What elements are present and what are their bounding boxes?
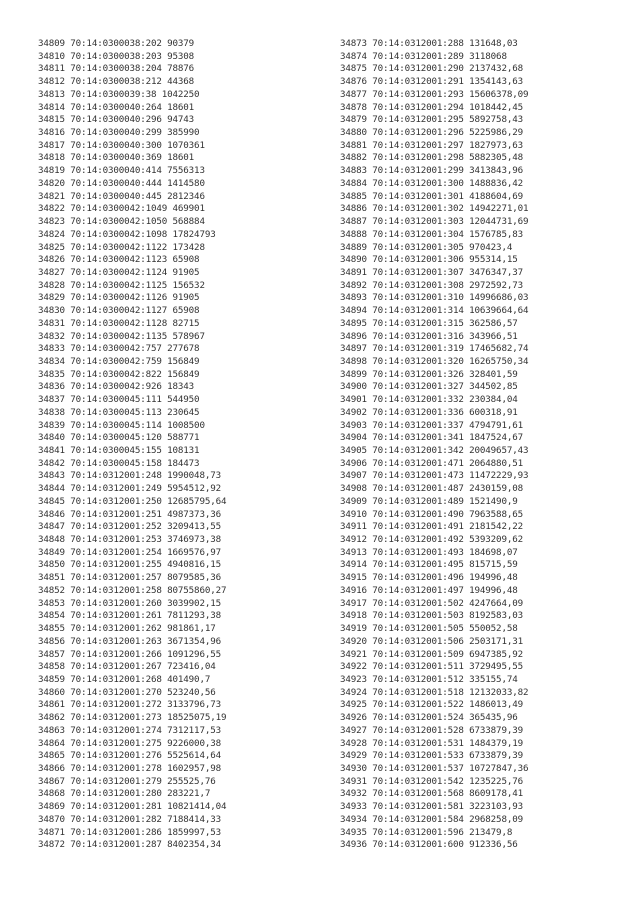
list-item: 34817 70:14:0300040:300 1070361 xyxy=(38,139,205,151)
list-item: 34860 70:14:0312001:270 523240,56 xyxy=(38,686,216,698)
list-item: 34872 70:14:0312001:287 8402354,34 xyxy=(38,839,221,851)
list-item: 34918 70:14:0312001:503 8192583,03 xyxy=(340,610,523,622)
list-item: 34926 70:14:0312001:524 365435,96 xyxy=(340,712,518,724)
list-item: 34895 70:14:0312001:315 362586,57 xyxy=(340,317,518,329)
list-item: 34891 70:14:0312001:307 3476347,37 xyxy=(340,266,523,278)
list-item: 34861 70:14:0312001:272 3133796,73 xyxy=(38,699,221,711)
list-item: 34822 70:14:0300042:1049 469901 xyxy=(38,203,205,215)
list-item: 34840 70:14:0300045:120 588771 xyxy=(38,432,200,444)
list-item: 34839 70:14:0300045:114 1008500 xyxy=(38,419,205,431)
list-item: 34845 70:14:0312001:250 12685795,64 xyxy=(38,495,227,507)
list-item: 34913 70:14:0312001:493 184698,07 xyxy=(340,546,518,558)
list-item: 34875 70:14:0312001:290 2137432,68 xyxy=(340,63,523,75)
left-column xyxy=(38,38,226,852)
list-item: 34834 70:14:0300042:759 156849 xyxy=(38,355,200,367)
list-item: 34835 70:14:0300042:822 156849 xyxy=(38,368,200,380)
list-item: 34876 70:14:0312001:291 1354143,63 xyxy=(340,76,523,88)
list-item: 34848 70:14:0312001:253 3746973,38 xyxy=(38,534,221,546)
list-item: 34816 70:14:0300040:299 385990 xyxy=(38,127,200,139)
list-item: 34921 70:14:0312001:509 6947385,92 xyxy=(340,648,523,660)
list-item: 34841 70:14:0300045:155 108131 xyxy=(38,445,200,456)
list-item: 34907 70:14:0312001:473 11472229,93 xyxy=(340,470,529,482)
list-item: 34852 70:14:0312001:258 80755860,27 xyxy=(38,584,227,596)
list-item: 34935 70:14:0312001:596 213479,8 xyxy=(340,826,513,838)
list-item: 34809 70:14:0300038:202 90379 xyxy=(38,38,195,49)
list-item: 34903 70:14:0312001:337 4794791,61 xyxy=(340,419,523,431)
list-item: 34833 70:14:0300042:757 277678 xyxy=(38,343,200,355)
list-item: 34917 70:14:0312001:502 4247664,09 xyxy=(340,597,523,609)
list-item: 34869 70:14:0312001:281 10821414,04 xyxy=(38,801,227,813)
list-item: 34813 70:14:0300039:38 1042250 xyxy=(38,88,200,100)
list-item: 34820 70:14:0300040:444 1414580 xyxy=(38,177,205,189)
list-item: 34847 70:14:0312001:252 3209413,55 xyxy=(38,521,221,533)
list-item: 34890 70:14:0312001:306 955314,15 xyxy=(340,254,518,266)
list-item: 34854 70:14:0312001:261 7811293,38 xyxy=(38,610,221,622)
list-item: 34908 70:14:0312001:487 2430159,08 xyxy=(340,483,523,495)
list-item: 34862 70:14:0312001:273 18525075,19 xyxy=(38,712,227,724)
list-item: 34928 70:14:0312001:531 1484379,19 xyxy=(340,737,523,749)
list-item: 34863 70:14:0312001:274 7312117,53 xyxy=(38,724,221,736)
list-item: 34883 70:14:0312001:299 3413843,96 xyxy=(340,165,523,177)
list-item: 34888 70:14:0312001:304 1576785,83 xyxy=(340,228,523,240)
list-item: 34879 70:14:0312001:295 5892758,43 xyxy=(340,114,523,126)
list-item: 34864 70:14:0312001:275 9226000,38 xyxy=(38,737,221,749)
list-item: 34919 70:14:0312001:505 550052,58 xyxy=(340,623,518,635)
list-item: 34896 70:14:0312001:316 343966,51 xyxy=(340,330,518,342)
list-item: 34838 70:14:0300045:113 230645 xyxy=(38,406,200,418)
right-column xyxy=(340,38,528,852)
list-item: 34904 70:14:0312001:341 1847524,67 xyxy=(340,432,523,444)
list-item: 34825 70:14:0300042:1122 173428 xyxy=(38,241,205,253)
list-item: 34930 70:14:0312001:537 10727847,36 xyxy=(340,762,529,774)
list-item: 34856 70:14:0312001:263 3671354,96 xyxy=(38,635,221,647)
list-item: 34881 70:14:0312001:297 1827973,63 xyxy=(340,139,523,151)
list-item: 34810 70:14:0300038:203 95308 xyxy=(38,50,195,62)
list-item: 34819 70:14:0300040:414 7556313 xyxy=(38,165,205,177)
list-item: 34846 70:14:0312001:251 4987373,36 xyxy=(38,508,221,520)
list-item: 34853 70:14:0312001:260 3039902,15 xyxy=(38,597,221,609)
list-item: 34815 70:14:0300040:296 94743 xyxy=(38,114,195,126)
list-item: 34871 70:14:0312001:286 1859997,53 xyxy=(38,826,221,838)
list-item: 34870 70:14:0312001:282 7188414,33 xyxy=(38,813,221,825)
list-item: 34812 70:14:0300038:212 44368 xyxy=(38,76,195,88)
list-item: 34865 70:14:0312001:276 5525614,64 xyxy=(38,750,221,762)
list-item: 34905 70:14:0312001:342 20049657,43 xyxy=(340,445,529,456)
list-item: 34868 70:14:0312001:280 283221,7 xyxy=(38,788,211,800)
list-item: 34933 70:14:0312001:581 3223103,93 xyxy=(340,801,523,813)
list-item: 34901 70:14:0312001:332 230384,04 xyxy=(340,394,518,406)
list-item: 34894 70:14:0312001:314 10639664,64 xyxy=(340,305,529,317)
list-item: 34867 70:14:0312001:279 255525,76 xyxy=(38,775,216,787)
list-item: 34914 70:14:0312001:495 815715,59 xyxy=(340,559,518,571)
list-item: 34829 70:14:0300042:1126 91905 xyxy=(38,292,200,304)
list-item: 34886 70:14:0312001:302 14942271,01 xyxy=(340,203,529,215)
list-item: 34936 70:14:0312001:600 912336,56 xyxy=(340,839,518,851)
list-item: 34929 70:14:0312001:533 6733879,39 xyxy=(340,750,523,762)
list-item: 34916 70:14:0312001:497 194996,48 xyxy=(340,584,518,596)
list-item: 34850 70:14:0312001:255 4940816,15 xyxy=(38,559,221,571)
list-item: 34925 70:14:0312001:522 1486013,49 xyxy=(340,699,523,711)
list-item: 34824 70:14:0300042:1098 17824793 xyxy=(38,228,216,240)
list-item: 34832 70:14:0300042:1135 578967 xyxy=(38,330,205,342)
list-item: 34818 70:14:0300040:369 18601 xyxy=(38,152,195,164)
list-item: 34821 70:14:0300040:445 2812346 xyxy=(38,190,205,202)
list-item: 34923 70:14:0312001:512 335155,74 xyxy=(340,673,518,685)
list-item: 34843 70:14:0312001:248 1990048,73 xyxy=(38,470,221,482)
list-item: 34910 70:14:0312001:490 7963588,65 xyxy=(340,508,523,520)
list-item: 34855 70:14:0312001:262 981861,17 xyxy=(38,623,216,635)
list-item: 34878 70:14:0312001:294 1018442,45 xyxy=(340,101,523,113)
list-item: 34887 70:14:0312001:303 12044731,69 xyxy=(340,216,529,228)
list-item: 34836 70:14:0300042:926 18343 xyxy=(38,381,195,393)
list-item: 34906 70:14:0312001:471 2064880,51 xyxy=(340,457,523,469)
list-item: 34885 70:14:0312001:301 4188604,69 xyxy=(340,190,523,202)
list-item: 34842 70:14:0300045:158 184473 xyxy=(38,457,200,469)
list-item: 34892 70:14:0312001:308 2972592,73 xyxy=(340,279,523,291)
list-item: 34849 70:14:0312001:254 1669576,97 xyxy=(38,546,221,558)
list-item: 34934 70:14:0312001:584 2968258,09 xyxy=(340,813,523,825)
list-item: 34811 70:14:0300038:204 78876 xyxy=(38,63,195,75)
list-item: 34831 70:14:0300042:1128 82715 xyxy=(38,317,200,329)
list-item: 34814 70:14:0300040:264 18601 xyxy=(38,101,195,113)
list-item: 34889 70:14:0312001:305 970423,4 xyxy=(340,241,513,253)
list-item: 34830 70:14:0300042:1127 65908 xyxy=(38,305,200,317)
list-item: 34873 70:14:0312001:288 131648,03 xyxy=(340,38,518,49)
list-item: 34859 70:14:0312001:268 401490,7 xyxy=(38,673,211,685)
list-item: 34882 70:14:0312001:298 5882305,48 xyxy=(340,152,523,164)
list-item: 34877 70:14:0312001:293 15606378,09 xyxy=(340,88,529,100)
list-item: 34931 70:14:0312001:542 1235225,76 xyxy=(340,775,523,787)
list-item: 34851 70:14:0312001:257 8079585,36 xyxy=(38,572,221,584)
list-item: 34902 70:14:0312001:336 600318,91 xyxy=(340,406,518,418)
list-item: 34920 70:14:0312001:506 2503171,31 xyxy=(340,635,523,647)
list-item: 34866 70:14:0312001:278 1602957,98 xyxy=(38,762,221,774)
list-item: 34927 70:14:0312001:528 6733879,39 xyxy=(340,724,523,736)
list-item: 34899 70:14:0312001:326 328401,59 xyxy=(340,368,518,380)
list-item: 34874 70:14:0312001:289 3118068 xyxy=(340,50,507,62)
list-item: 34911 70:14:0312001:491 2181542,22 xyxy=(340,521,523,533)
list-item: 34932 70:14:0312001:568 8609178,41 xyxy=(340,788,523,800)
list-item: 34915 70:14:0312001:496 194996,48 xyxy=(340,572,518,584)
list-item: 34924 70:14:0312001:518 12132033,82 xyxy=(340,686,529,698)
list-item: 34884 70:14:0312001:300 1488836,42 xyxy=(340,177,523,189)
list-item: 34857 70:14:0312001:266 1091296,55 xyxy=(38,648,221,660)
list-item: 34837 70:14:0300045:111 544950 xyxy=(38,394,200,406)
list-item: 34898 70:14:0312001:320 16265750,34 xyxy=(340,355,529,367)
list-item: 34823 70:14:0300042:1050 568884 xyxy=(38,216,205,228)
list-item: 34828 70:14:0300042:1125 156532 xyxy=(38,279,205,291)
list-item: 34900 70:14:0312001:327 344502,85 xyxy=(340,381,518,393)
list-item: 34844 70:14:0312001:249 5954512,92 xyxy=(38,483,221,495)
list-item: 34858 70:14:0312001:267 723416,04 xyxy=(38,661,216,673)
list-item: 34880 70:14:0312001:296 5225986,29 xyxy=(340,127,523,139)
list-item: 34912 70:14:0312001:492 5393209,62 xyxy=(340,534,523,546)
list-item: 34922 70:14:0312001:511 3729495,55 xyxy=(340,661,523,673)
list-item: 34897 70:14:0312001:319 17465682,74 xyxy=(340,343,529,355)
list-item: 34827 70:14:0300042:1124 91905 xyxy=(38,266,200,278)
list-item: 34909 70:14:0312001:489 1521490,9 xyxy=(340,495,518,507)
list-item: 34893 70:14:0312001:310 14996686,03 xyxy=(340,292,529,304)
list-item: 34826 70:14:0300042:1123 65908 xyxy=(38,254,200,266)
